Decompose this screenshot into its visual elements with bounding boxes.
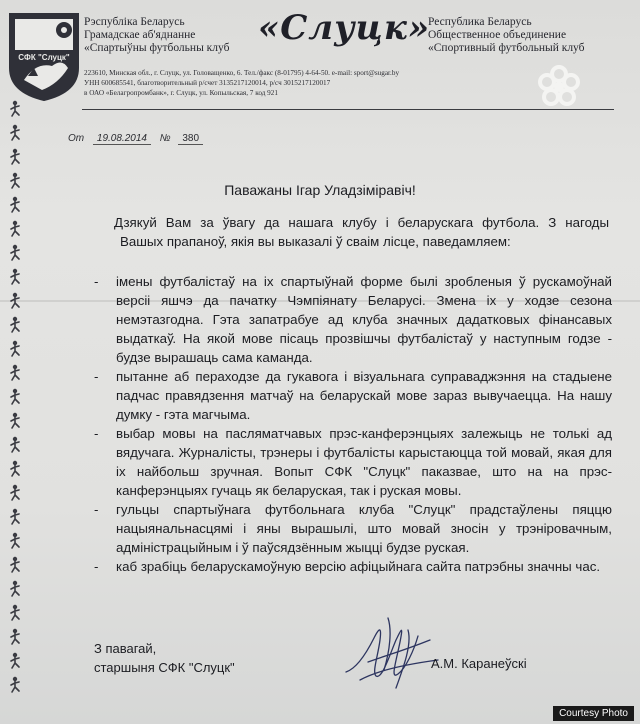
list-item-text: гульцы спартыўнага футбольнага клуба "Слуцк" прадстаўлены пяццю нацыянальнасцямі і яны вырашылі, што мовай зносін у трэніровачным, адміністрацыйным і ў паўсядзённым жыцці будзе руская. <box>116 502 612 555</box>
border-player-icon <box>8 292 22 310</box>
header-left-line-1: Рэспубліка Беларусь <box>84 16 185 28</box>
header-left-line-3: «Спартыўны футбольны клуб <box>84 42 230 54</box>
contact-line-2: УНН 600685541, благотворительный р/счет 3135217120014, р/сч 3015217120017 <box>84 79 331 87</box>
border-player-icon <box>8 532 22 550</box>
border-player-icon <box>8 484 22 502</box>
letter-date: 19.08.2014 <box>93 133 151 145</box>
border-player-icon <box>8 604 22 622</box>
svg-text:СФК "Слуцк": СФК "Слуцк" <box>18 53 70 62</box>
letter-number: 380 <box>178 133 203 145</box>
signatory-title: старшыня СФК "Слуцк" <box>94 660 235 675</box>
border-player-icon <box>8 652 22 670</box>
reference-row <box>68 133 203 145</box>
header-right-line-2: Общественное объединение <box>428 29 567 41</box>
list-item <box>94 424 612 500</box>
list-item-text: імены футбалістаў на іх спартыўнай форме былі зробленыя ў рускамоўнай версіі яшчэ да пачатку Чэмпіянату Беларусі. Змена іх у ходзе сезона немэтазгодна. Гэта запатрабуе ад клуба значных дадатковых фінансавых выдаткаў. На якой мове пісаць прозвішчы футбалістаў у наступным годзе - будзе вырашаць сама каманда. <box>116 274 612 365</box>
border-player-icon <box>8 556 22 574</box>
club-brand-title: «Слуцк» <box>258 8 431 48</box>
contact-details <box>84 68 534 98</box>
bullet-dash: - <box>94 426 99 441</box>
border-player-icon <box>8 460 22 478</box>
handwritten-signature-icon <box>338 610 448 694</box>
list-item <box>94 557 612 576</box>
border-player-icon <box>8 388 22 406</box>
border-player-icon <box>8 148 22 166</box>
bullet-dash: - <box>94 559 99 574</box>
list-item-text: каб зрабіць беларускамоўную версію афіцыйнага сайта патрэбны значны час. <box>116 559 601 574</box>
intro-line-2: Вашых прапаноў, якія вы выказалі ў сваім лісце, паведамляем: <box>120 234 511 249</box>
bullet-dash: - <box>94 502 99 517</box>
border-player-icon <box>8 268 22 286</box>
signatory-name: А.М. Каранеўскі <box>431 656 527 671</box>
list-item-text: пытанне аб пераходзе да гукавога і візуальнага суправаджэння на стадыене падчас правядзення матчаў на беларускай мове зараз вывучаецца. На нашу думку - гэта магчыма. <box>116 369 612 422</box>
list-item <box>94 500 612 557</box>
list-item <box>94 272 612 367</box>
intro-paragraph <box>114 213 609 251</box>
border-player-icon <box>8 508 22 526</box>
border-player-icon <box>8 100 22 118</box>
number-label: № <box>159 133 171 144</box>
salutation: Паважаны Ігар Уладзіміравіч! <box>224 182 416 198</box>
closing-phrase: З павагай, <box>94 641 157 656</box>
list-item-text: выбар мовы на пасляматчавых прэс-канферэнцыях залежыць не толькі ад вядучага. Журналісты, трэнеры і футбалісты карыстаюцца той мовай, якая для іх найбольш зручная. Вопыт СФК "Слуцк" паказвае, што на на прэс-канферэнцыях гучаць як беларуская, так і руская мовы. <box>116 426 612 498</box>
border-player-icon <box>8 244 22 262</box>
bullet-dash: - <box>94 274 99 289</box>
header-left-block <box>84 16 234 55</box>
header-left-line-2: Грамадскае аб'яднанне <box>84 29 196 41</box>
bullet-dash: - <box>94 369 99 384</box>
header-divider <box>82 109 614 110</box>
border-player-icon <box>8 316 22 334</box>
border-player-icon <box>8 196 22 214</box>
photo-credit-badge: Courtesy Photo <box>553 706 634 721</box>
list-item <box>94 367 612 424</box>
date-label: От <box>68 133 85 144</box>
border-player-icon <box>8 220 22 238</box>
border-player-icon <box>8 676 22 694</box>
border-player-icon <box>8 412 22 430</box>
header-right-block <box>428 16 628 55</box>
intro-line-1: Дзякуй Вам за ўвагу да нашага клубу і беларускага футбола. З нагоды <box>114 215 609 230</box>
football-flower-icon <box>536 64 582 110</box>
border-player-icon <box>8 580 22 598</box>
header-right-line-1: Республика Беларусь <box>428 16 532 28</box>
border-player-icon <box>8 436 22 454</box>
club-logo-icon <box>6 10 82 102</box>
border-player-icon <box>8 364 22 382</box>
contact-line-1: 223610, Минская обл., г. Слуцк, ул. Головащенко, 6. Тел./факс (8-01795) 4-64-50. e-mail: sport@sugar.by <box>84 69 400 77</box>
header-right-line-3: «Спортивный футбольный клуб <box>428 42 585 54</box>
border-player-icon <box>8 628 22 646</box>
border-player-icon <box>8 340 22 358</box>
border-player-icon <box>8 124 22 142</box>
bullet-list <box>94 272 612 576</box>
contact-line-3: в ОАО «Белагропромбанк», г. Слуцк, ул. Копыльская, 7 код 921 <box>84 89 278 97</box>
